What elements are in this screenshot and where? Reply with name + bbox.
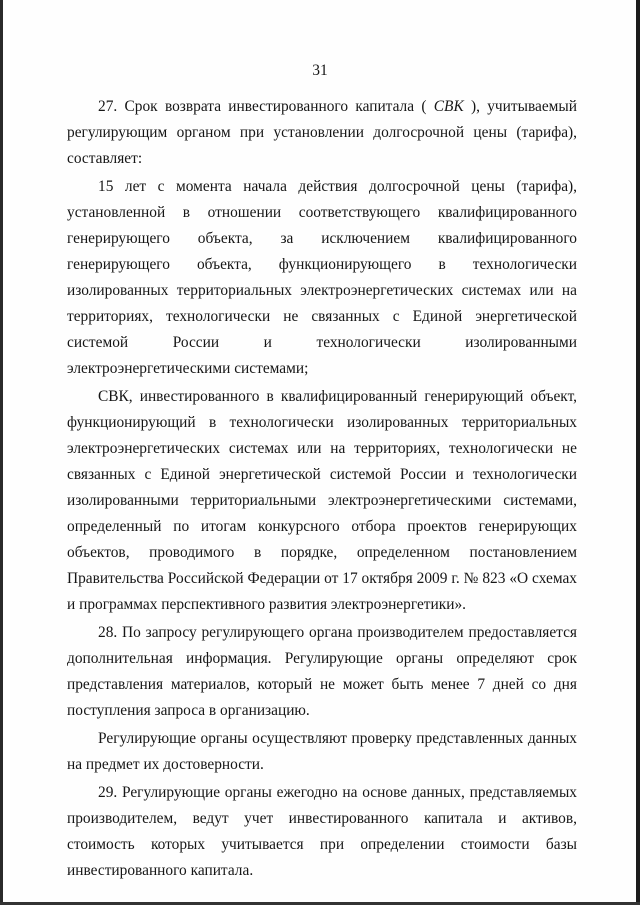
paragraph-27-item-1: 15 лет с момента начала действия долгосрочной цены (тарифа), установленной в отношении соответствующего квалифицированного генерирующего объекта, за исключением квалифицированного генерирующего объекта, функционирующего в технологически изолированных территориальных электроэнергетических системах или на территориях, технологически не связанных с Единой энергетической системой России и технологически изолированными электроэнергетическими системами; [67,178,577,377]
scan-edge-left [0,0,3,905]
paragraph-28-verification: Регулирующие органы осуществляют проверку представленных данных на предмет их достоверности. [67,730,577,773]
paragraph-27-lead: 27. Срок возврата инвестированного капитала ( [98,98,434,115]
paragraph-29: 29. Регулирующие органы ежегодно на основе данных, представляемых производителем, ведут учет инвестированного капитала и активов, стоимость которых учитывается при определении стоимости базы инвестированного капитала. [67,784,577,879]
paragraph-28: 28. По запросу регулирующего органа производителем предоставляется дополнительная информация. Регулирующие органы определяют срок представления материалов, который не может быть менее 7 дней со дня поступления запроса в организацию. [67,624,577,719]
svk-variable: СВК [433,98,464,115]
paragraph-27 [67,94,577,172]
document-body [67,94,577,884]
paragraph-27-item-2: СВК, инвестированного в квалифицированный генерирующий объект, функционирующий в технологически изолированных территориальных электроэнергетических системах или на территориях, технологически не связанных с Единой энергетической системой России и технологически изолированными территориальными электроэнергетическими системами, определенный по итогам конкурсного отбора проектов генерирующих объектов, проводимого в порядке, определенном постановлением Правительства Российской Федерации от 17 октября 2009 г. № 823 «О схемах и программах перспективного развития электроэнергетики». [67,388,577,613]
paragraph-27-rest: ), учитываемый регулирующим органом при установлении долгосрочной цены (тарифа), составляет: [67,98,577,167]
page-number: 31 [312,62,328,79]
scan-edge-right [636,0,640,905]
